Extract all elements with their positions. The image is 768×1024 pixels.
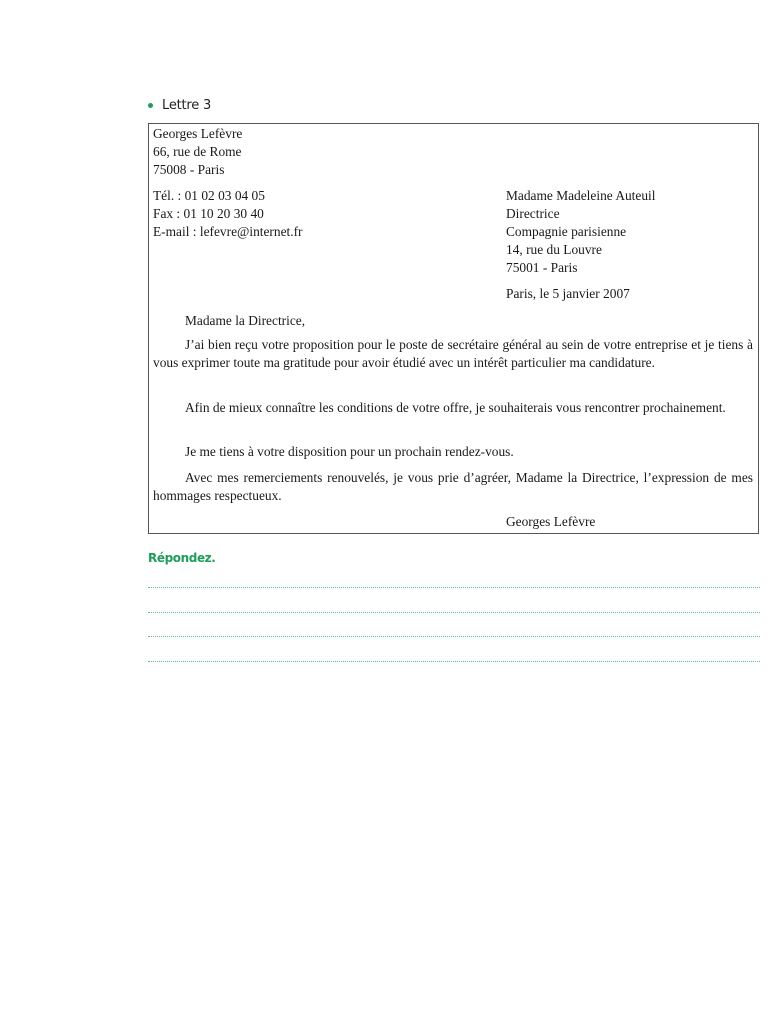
sender-fax: Fax : 01 10 20 30 40	[153, 206, 264, 221]
recipient-company: Compagnie parisienne	[506, 224, 627, 239]
answer-line-3[interactable]	[148, 636, 760, 637]
paragraph-1: J’ai bien reçu votre proposition pour le poste de secrétaire général au sein de votre entreprise et je tiens à vous exprimer toute ma gratitude pour avoir étudié avec un intérêt particulier ma candidature.	[153, 337, 753, 370]
sender-city: 75008 - Paris	[153, 162, 225, 177]
answer-line-1[interactable]	[148, 587, 760, 588]
letter-date: Paris, le 5 janvier 2007	[506, 286, 630, 301]
answer-line-4[interactable]	[148, 661, 760, 662]
answer-line-2[interactable]	[148, 612, 760, 613]
recipient-city: 75001 - Paris	[506, 260, 578, 275]
paragraph-4: Avec mes remerciements renouvelés, je vous prie d’agréer, Madame la Directrice, l’expression de mes hommages respectueux.	[153, 470, 753, 503]
sender-street: 66, rue de Rome	[153, 144, 242, 159]
answer-title: Répondez.	[148, 551, 216, 565]
salutation: Madame la Directrice,	[185, 313, 306, 328]
recipient-street: 14, rue du Louvre	[506, 242, 602, 257]
recipient-title: Directrice	[506, 206, 560, 221]
section-title: Lettre 3	[162, 98, 212, 113]
sender-name: Georges Lefèvre	[153, 126, 243, 141]
recipient-name: Madame Madeleine Auteuil	[506, 188, 656, 203]
section-heading	[148, 98, 211, 113]
sender-email: E-mail : lefevre@internet.fr	[153, 224, 303, 239]
signature: Georges Lefèvre	[506, 514, 596, 529]
paragraph-3: Je me tiens à votre disposition pour un prochain rendez-vous.	[185, 444, 514, 459]
letter-box	[148, 123, 759, 534]
bullet-icon	[148, 103, 153, 108]
paragraph-2: Afin de mieux connaître les conditions de votre offre, je souhaiterais vous rencontrer prochainement.	[185, 400, 726, 415]
sender-tel: Tél. : 01 02 03 04 05	[153, 188, 265, 203]
